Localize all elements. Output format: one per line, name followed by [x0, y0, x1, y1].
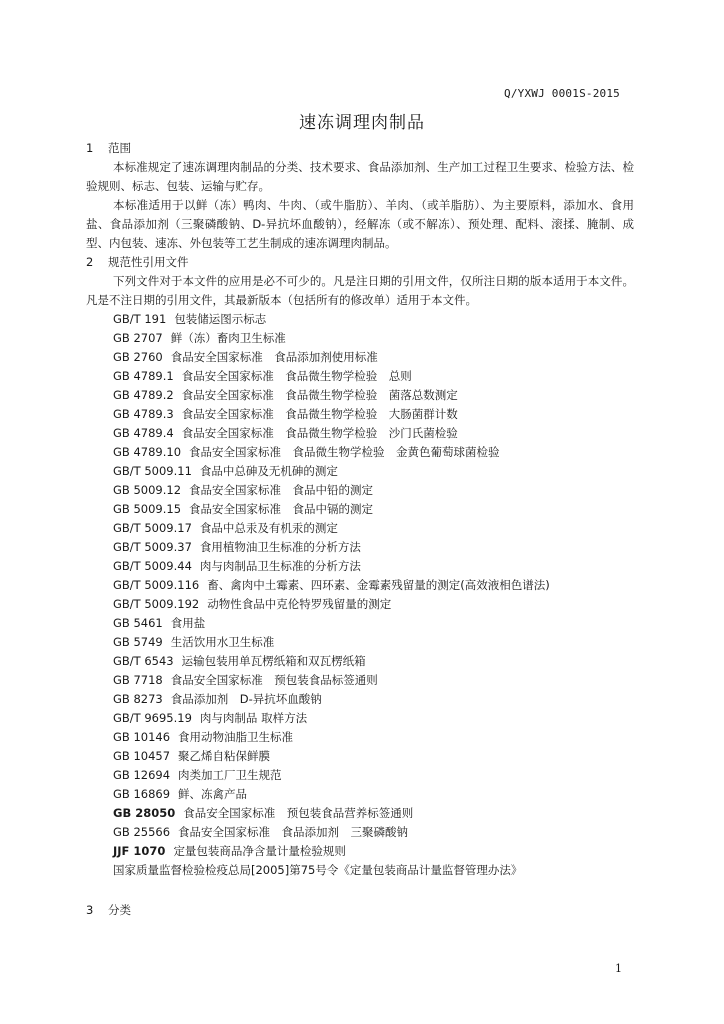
reference-code: GB 5749 [113, 635, 163, 649]
section-number: 2 [86, 255, 94, 269]
reference-item [86, 595, 634, 614]
reference-code: GB 12694 [113, 768, 171, 782]
reference-title: 生活饮用水卫生标准 [170, 635, 275, 649]
reference-title: 食品安全国家标准 食品中铅的测定 [189, 483, 374, 497]
reference-title: 鲜（冻）畜肉卫生标准 [170, 331, 286, 345]
reference-code: GB 7718 [113, 673, 163, 687]
reference-title: 肉与肉制品卫生标准的分析方法 [199, 559, 361, 573]
reference-code: GB 4789.4 [113, 426, 174, 440]
reference-title: 食品中总砷及无机砷的测定 [199, 464, 338, 478]
reference-code: GB 4789.2 [113, 388, 174, 402]
standard-code: Q/YXWJ 0001S-2015 [504, 87, 620, 100]
reference-item [86, 690, 634, 709]
reference-title: 动物性食品中克伦特罗残留量的测定 [207, 597, 392, 611]
section-heading-scope [86, 139, 634, 158]
reference-item [86, 443, 634, 462]
reference-code: GB 4789.1 [113, 369, 174, 383]
reference-item [86, 424, 634, 443]
reference-code: GB 4789.3 [113, 407, 174, 421]
reference-code: GB/T 5009.37 [113, 540, 192, 554]
reference-item [86, 804, 634, 823]
reference-title: 食用盐 [170, 616, 206, 630]
reference-item [86, 861, 634, 880]
scope-paragraph: 本标准规定了速冻调理肉制品的分类、技术要求、食品添加剂、生产加工过程卫生要求、检验方法、检验规则、标志、包装、运输与贮存。 [86, 160, 634, 193]
reference-code: GB/T 9695.19 [113, 711, 192, 725]
reference-item [86, 519, 634, 538]
reference-title: 食品安全国家标准 食品微生物学检验 菌落总数测定 [181, 388, 458, 402]
reference-item [86, 633, 634, 652]
document-body [86, 139, 634, 920]
reference-title: 国家质量监督检验检疫总局[2005]第75号令《定量包装商品计量监督管理办法》 [113, 863, 523, 877]
reference-item [86, 823, 634, 842]
reference-code: GB 4789.10 [113, 445, 182, 459]
reference-title: 食品添加剂 D-异抗坏血酸钠 [170, 692, 322, 706]
scope-paragraph: 本标准适用于以鲜（冻）鸭肉、牛肉、（或牛脂肪）、羊肉、（或羊脂肪）、为主要原料，添加水、食用盐、食品添加剂（三聚磷酸钠、D-异抗坏血酸钠），经解冻（或不解冻）、预处理、配料、滚揉、腌制、成型、内包装、速冻、外包装等工艺生制成的速冻调理肉制品。 [86, 198, 634, 250]
reference-title: 食品中总汞及有机汞的测定 [199, 521, 338, 535]
reference-item [86, 348, 634, 367]
reference-title: 食品安全国家标准 食品添加剂使用标准 [170, 350, 378, 364]
reference-item [86, 557, 634, 576]
reference-title: 畜、禽肉中土霉素、四环素、金霉素残留量的测定(高效液相色谱法) [207, 578, 550, 592]
reference-item [86, 310, 634, 329]
reference-list [86, 310, 634, 880]
reference-title: 食品安全国家标准 食品微生物学检验 沙门氏菌检验 [181, 426, 458, 440]
section-number: 1 [86, 141, 94, 155]
reference-item [86, 652, 634, 671]
reference-code: GB 10457 [113, 749, 171, 763]
references-intro: 下列文件对于本文件的应用是必不可少的。凡是注日期的引用文件，仅所注日期的版本适用于本文件。凡是不注日期的引用文件，其最新版本（包括所有的修改单）适用于本文件。 [86, 274, 634, 307]
reference-item [86, 709, 634, 728]
reference-title: 鲜、冻禽产品 [178, 787, 248, 801]
reference-title: 运输包装用单瓦楞纸箱和双瓦楞纸箱 [181, 654, 366, 668]
section-heading-references [86, 253, 634, 272]
reference-code: GB/T 6543 [113, 654, 174, 668]
reference-code: GB/T 5009.17 [113, 521, 192, 535]
reference-item [86, 367, 634, 386]
reference-title: 食品安全国家标准 预包装食品标签通则 [170, 673, 378, 687]
reference-title: 包装储运图示标志 [174, 312, 267, 326]
reference-title: 食用动物油脂卫生标准 [178, 730, 294, 744]
section-title: 分类 [108, 903, 131, 917]
reference-code: GB/T 5009.11 [113, 464, 192, 478]
section-heading-classification [86, 901, 634, 920]
reference-title: 食品安全国家标准 食品中镉的测定 [189, 502, 374, 516]
reference-code: GB 25566 [113, 825, 171, 839]
reference-code: GB 5009.12 [113, 483, 182, 497]
reference-code: GB/T 5009.192 [113, 597, 200, 611]
reference-item [86, 405, 634, 424]
reference-title: 食品安全国家标准 食品微生物学检验 金黄色葡萄球菌检验 [189, 445, 500, 459]
section-number: 3 [86, 903, 94, 917]
reference-title: 聚乙烯自粘保鲜膜 [178, 749, 271, 763]
reference-item [86, 842, 634, 861]
reference-code: GB/T 5009.116 [113, 578, 200, 592]
reference-title: 食用植物油卫生标准的分析方法 [199, 540, 361, 554]
reference-title: 食品安全国家标准 预包装食品营养标签通则 [183, 806, 414, 820]
reference-code: GB 10146 [113, 730, 171, 744]
reference-title: 食品安全国家标准 食品微生物学检验 总则 [181, 369, 412, 383]
reference-item [86, 329, 634, 348]
reference-item [86, 481, 634, 500]
reference-code: GB 5461 [113, 616, 163, 630]
reference-item [86, 386, 634, 405]
reference-item [86, 576, 634, 595]
reference-item [86, 728, 634, 747]
reference-code: GB 16869 [113, 787, 171, 801]
reference-title: 定量包装商品净含量计量检验规则 [173, 844, 346, 858]
section-title: 范围 [108, 141, 131, 155]
reference-title: 肉类加工厂卫生规范 [178, 768, 282, 782]
reference-code: GB 5009.15 [113, 502, 182, 516]
reference-code: GB 28050 [113, 806, 176, 820]
reference-item [86, 671, 634, 690]
document-title: 速冻调理肉制品 [299, 113, 425, 133]
reference-item [86, 785, 634, 804]
reference-item [86, 614, 634, 633]
reference-item [86, 462, 634, 481]
reference-title: 肉与肉制品 取样方法 [199, 711, 308, 725]
reference-title: 食品安全国家标准 食品微生物学检验 大肠菌群计数 [181, 407, 458, 421]
reference-code: GB 2760 [113, 350, 163, 364]
reference-code: GB/T 191 [113, 312, 167, 326]
reference-code: JJF 1070 [113, 844, 166, 858]
reference-code: GB/T 5009.44 [113, 559, 192, 573]
reference-code: GB 2707 [113, 331, 163, 345]
reference-item [86, 500, 634, 519]
reference-code: GB 8273 [113, 692, 163, 706]
section-title: 规范性引用文件 [108, 255, 189, 269]
reference-item [86, 766, 634, 785]
reference-item [86, 747, 634, 766]
page-number: 1 [615, 962, 622, 975]
reference-title: 食品安全国家标准 食品添加剂 三聚磷酸钠 [178, 825, 409, 839]
reference-item [86, 538, 634, 557]
